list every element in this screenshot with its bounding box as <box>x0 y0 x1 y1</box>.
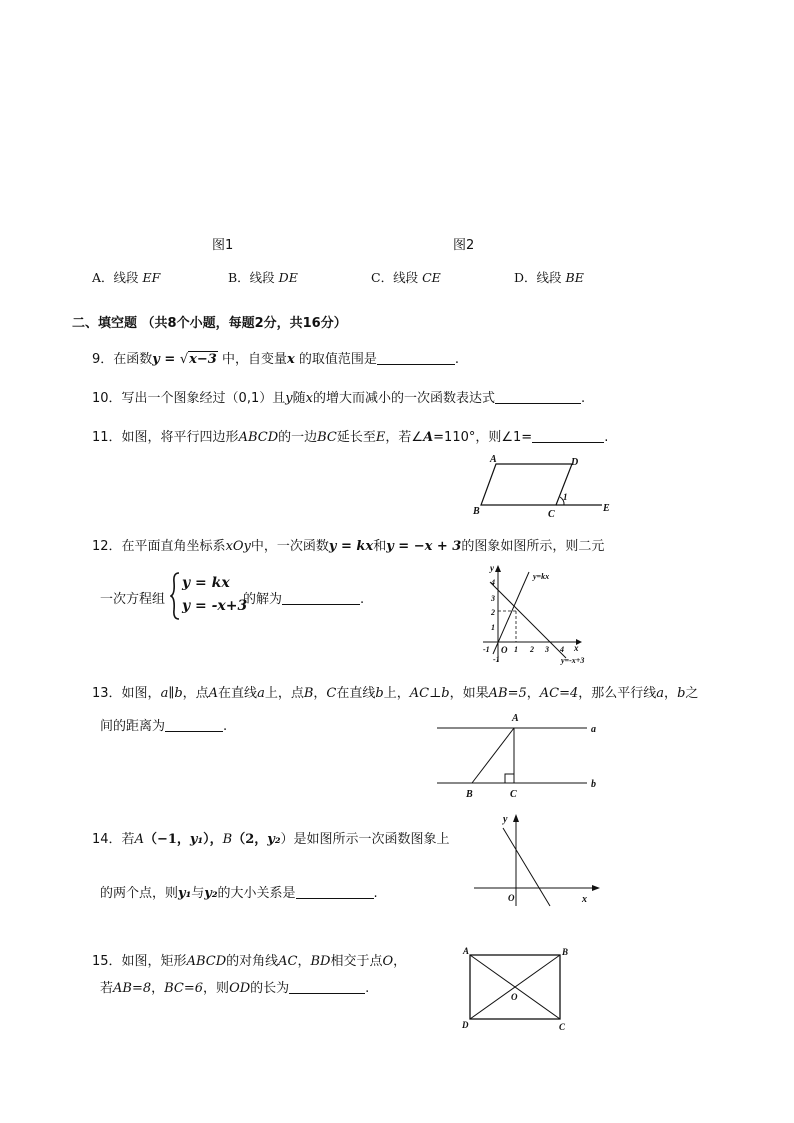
tick-y-neg1: -1 <box>493 655 500 664</box>
question-11: 11．如图，将平行四边形ABCD的一边BC延长至E，若∠A=110°，则∠1= . <box>92 430 609 445</box>
label-b-point: B <box>466 789 473 800</box>
brace-icon <box>170 572 180 620</box>
origin-label: O <box>508 893 515 903</box>
system-line-1: y = kx <box>182 575 230 591</box>
answer-blank-14[interactable] <box>296 884 374 899</box>
question-12-answer: 的解为 . <box>243 592 365 607</box>
label-a: A <box>490 454 497 465</box>
choice-d: D．线段 BE <box>514 270 584 285</box>
axis-label-y: y <box>490 563 494 573</box>
linear-function-graph-q14 <box>470 806 610 908</box>
question-10: 10．写出一个图象经过（0,1）且y随x的增大而减小的一次函数表达式 . <box>92 391 586 406</box>
parallel-lines-figure <box>432 708 607 800</box>
line-label-kx: y=kx <box>533 572 550 581</box>
label-c-point: C <box>510 789 517 800</box>
axis-label-x: x <box>582 894 587 905</box>
label-o: O <box>511 992 518 1002</box>
label-line-b: b <box>591 779 596 790</box>
label-angle-1: 1 <box>563 492 568 502</box>
label-c: C <box>559 1022 566 1032</box>
axis-label-x: x <box>574 643 579 653</box>
tick-x-1: 1 <box>514 645 518 654</box>
answer-blank-9[interactable] <box>377 350 455 365</box>
tick-y-3: 3 <box>491 594 495 603</box>
label-a-point: A <box>512 713 519 724</box>
question-13-line2: 间的距离为 . <box>100 719 228 734</box>
answer-blank-13[interactable] <box>165 717 223 732</box>
question-13: 13．如图，a∥b，点A在直线a上，点B，C在直线b上，AC⊥b，如果AB=5，AC=4，那么平行线a，b之 <box>92 686 699 701</box>
choice-b: B．线段 DE <box>228 270 298 285</box>
answer-blank-10[interactable] <box>495 389 581 404</box>
label-e: E <box>603 503 610 514</box>
tick-y-2: 2 <box>491 608 495 617</box>
tick-y-4: 4 <box>491 578 495 587</box>
figure-1-caption: 图1 <box>212 238 234 253</box>
label-b: B <box>473 506 480 517</box>
question-12: 12．在平面直角坐标系xOy中，一次函数y = kx和y = −x + 3的图象如图所示，则二元 <box>92 539 605 554</box>
question-14: 14．若A（−1，y₁），B（2，y₂）是如图所示一次函数图象上 <box>92 832 450 847</box>
question-15-line2: 若AB=8，BC=6，则OD的长为 . <box>100 981 370 996</box>
choice-a: A．线段 EF <box>92 270 161 285</box>
question-12-line2: 一次方程组 <box>100 592 166 607</box>
label-d: D <box>462 1020 469 1030</box>
tick-x-2: 2 <box>530 645 534 654</box>
axis-label-y: y <box>503 814 508 825</box>
question-15: 15．如图，矩形ABCD的对角线AC，BD相交于点O， <box>92 954 407 969</box>
label-line-a: a <box>591 724 596 735</box>
parallelogram-figure <box>470 452 615 520</box>
tick-x-3: 3 <box>545 645 549 654</box>
label-c: C <box>548 509 555 520</box>
origin-label: O <box>501 645 508 655</box>
tick-x-neg1: -1 <box>483 645 490 654</box>
answer-blank-15[interactable] <box>289 979 365 994</box>
question-14-line2: 的两个点，则y₁与y₂的大小关系是 . <box>100 886 378 901</box>
choice-c: C．线段 CE <box>371 270 441 285</box>
label-b: B <box>562 947 569 957</box>
tick-x-4: 4 <box>560 645 564 654</box>
rectangle-figure <box>458 944 578 1034</box>
question-9: 9．在函数y = √x−3 中，自变量x 的取值范围是 . <box>92 352 459 367</box>
figure-2-caption: 图2 <box>453 238 475 253</box>
tick-y-1: 1 <box>491 623 495 632</box>
answer-blank-12[interactable] <box>282 590 360 605</box>
label-a: A <box>463 946 470 956</box>
answer-blank-11[interactable] <box>532 428 604 443</box>
system-line-2: y = -x+3 <box>182 598 248 614</box>
section-heading: 二、填空题 （共8个小题，每题2分，共16分） <box>72 316 347 331</box>
line-label-neg-x: y=-x+3 <box>561 656 585 665</box>
label-d: D <box>571 457 579 468</box>
coordinate-graph-q12 <box>478 562 603 668</box>
